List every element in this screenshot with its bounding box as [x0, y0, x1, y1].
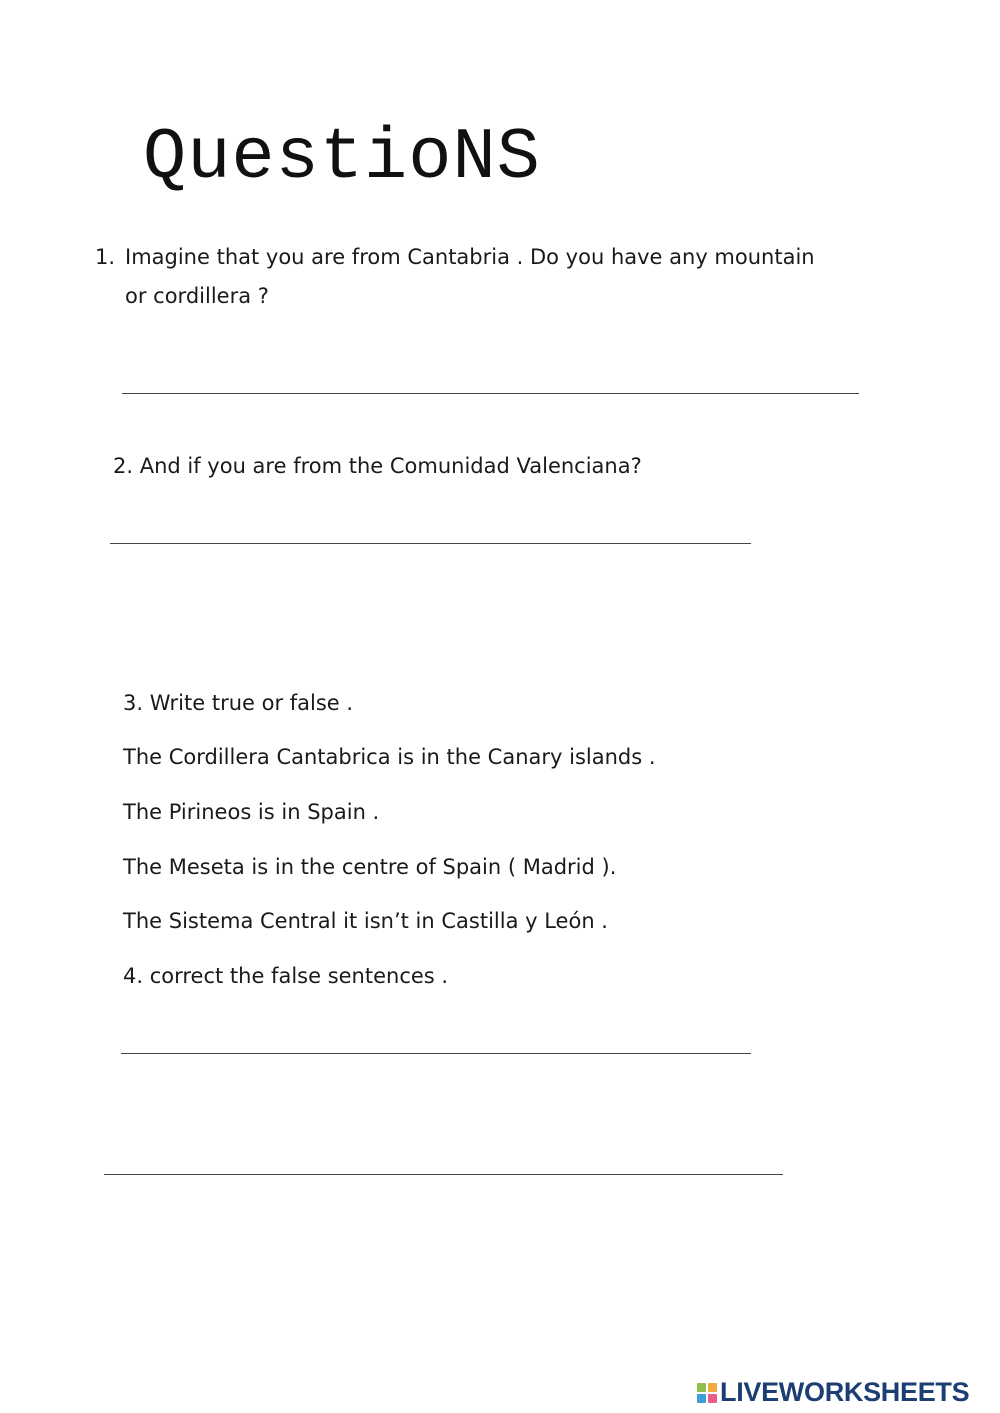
question-4-text: 4. correct the false sentences .	[123, 964, 449, 988]
question-1-text-line-2: or cordillera ?	[125, 284, 269, 308]
question-3-text: 3. Write true or false .	[123, 691, 354, 715]
question-2-text: 2. And if you are from the Comunidad Valenciana?	[113, 454, 642, 478]
statement-2: The Pirineos is in Spain .	[123, 800, 380, 824]
page-title: QuestioNS	[143, 117, 541, 199]
answer-line-question-4-a[interactable]	[121, 1053, 751, 1054]
liveworksheets-logo-icon	[697, 1383, 717, 1403]
answer-line-question-1[interactable]	[122, 393, 859, 394]
liveworksheets-brand	[697, 1379, 969, 1406]
statement-1: The Cordillera Cantabrica is in the Canary islands .	[123, 745, 656, 769]
statement-4: The Sistema Central it isn’t in Castilla y León .	[123, 909, 608, 933]
answer-line-question-2[interactable]	[110, 543, 751, 544]
answer-line-question-4-b[interactable]	[104, 1174, 783, 1175]
question-1-number: 1.	[95, 245, 116, 269]
brand-name: LIVEWORKSHEETS	[720, 1377, 970, 1407]
statement-3: The Meseta is in the centre of Spain ( Madrid ).	[123, 855, 617, 879]
question-1-text-line-1: Imagine that you are from Cantabria . Do you have any mountain	[125, 245, 815, 269]
